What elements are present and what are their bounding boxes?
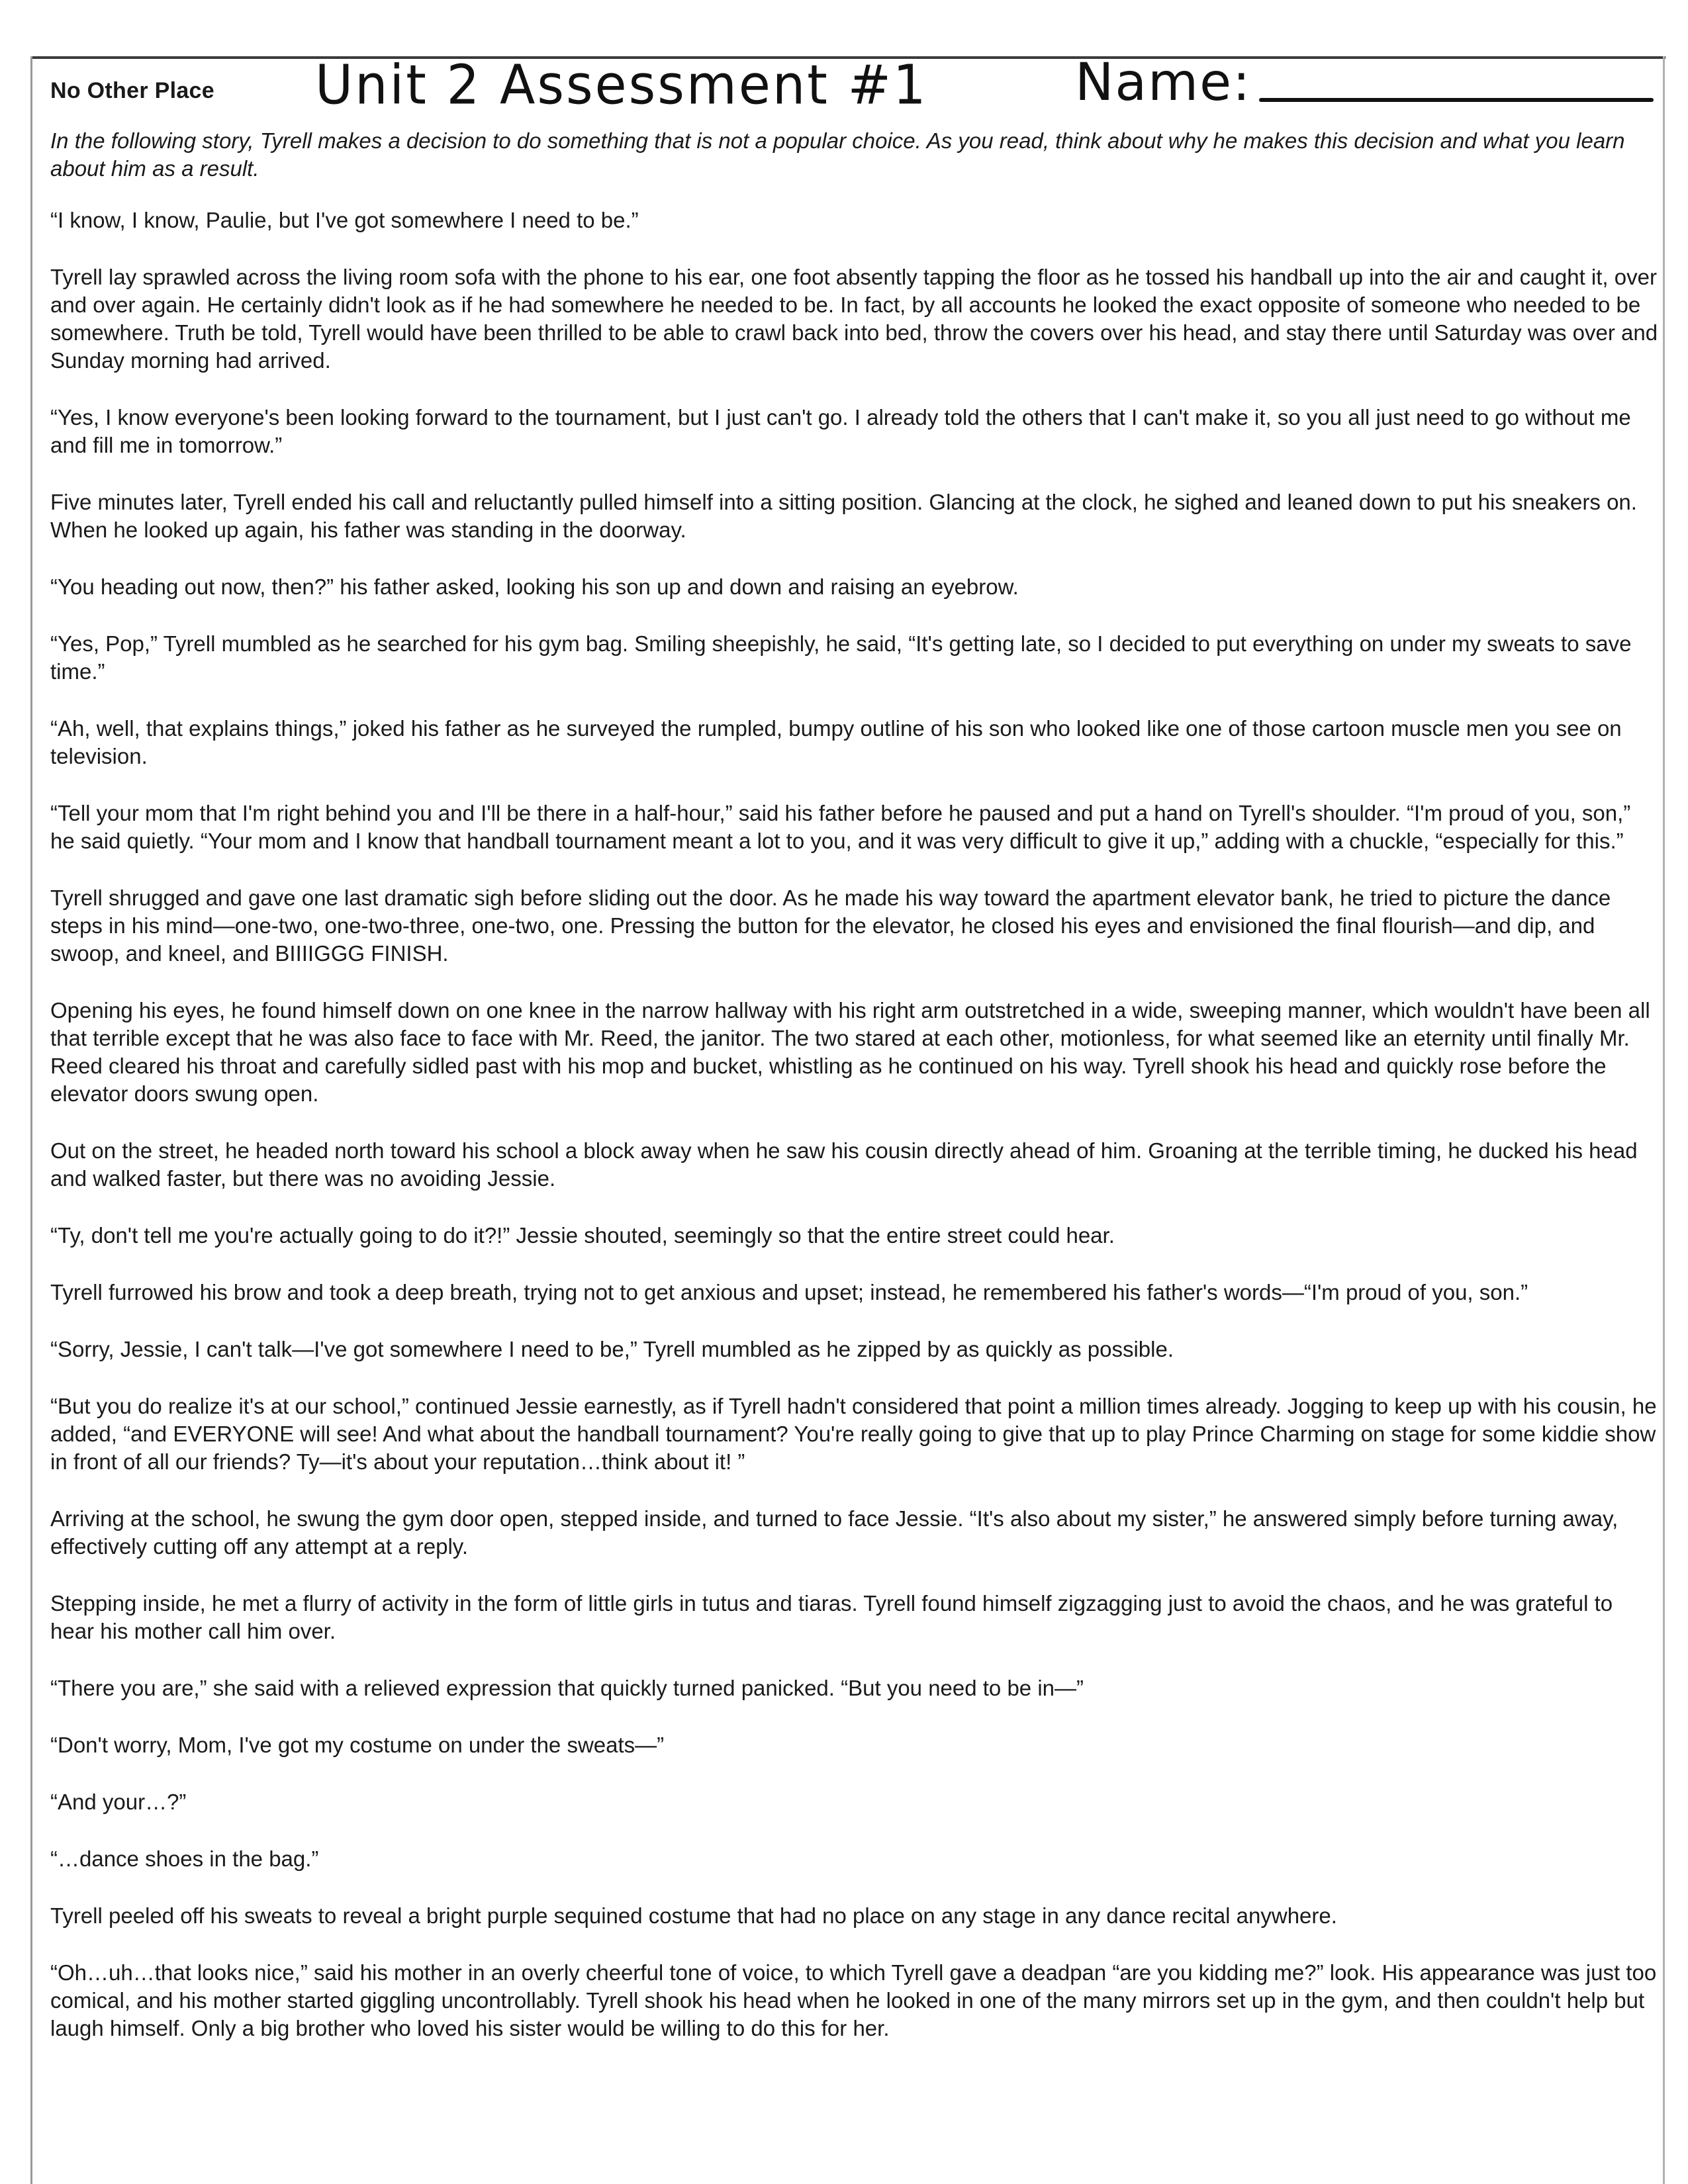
story-paragraph: “But you do realize it's at our school,” continued Jessie earnestly, as if Tyrell hadn't considered that point a million times already. Jogging to keep up with his cousin, he added, “and EVERYONE will see! And what about the handball tournament? You're really going to give that up to play Prince Charming on stage for some kiddie show in front of all our friends? Ty—it's about your reputation…think about it! ”	[50, 1394, 1657, 1474]
story-paragraph: “And your…?”	[50, 1790, 187, 1814]
story-paragraph: “Oh…uh…that looks nice,” said his mother in an overly cheerful tone of voice, to which Tyrell gave a deadpan “are you kidding me?” look. His appearance was just too comical, and his mother started giggling uncontrollably. Tyrell shook his head when he looked in one of the many mirrors set up in the gym, and then couldn't help but laugh himself. Only a big brother who loved his sister would be willing to do this for her.	[50, 1960, 1657, 2040]
story-paragraph: “Don't worry, Mom, I've got my costume on under the sweats—”	[50, 1733, 665, 1757]
story-title: No Other Place	[50, 78, 214, 103]
story-paragraph: Out on the street, he headed north toward his school a block away when he saw his cousin directly ahead of him. Groaning at the terrible timing, he ducked his head and walked faster, but there was no avoiding Jessie.	[50, 1138, 1638, 1191]
story-paragraph: “Yes, I know everyone's been looking forward to the tournament, but I just can't go. I already told the others that I can't make it, so you all just need to go without me and fill me in tomorrow.”	[50, 405, 1631, 457]
story-paragraph: Opening his eyes, he found himself down on one knee in the narrow hallway with his right arm outstretched in a wide, sweeping manner, which wouldn't have been all that terrible except that he was also face to face with Mr. Reed, the janitor. The two stared at each other, motionless, for what seemed like an eternity until finally Mr. Reed cleared his throat and carefully sidled past with his mop and bucket, whistling as he continued on his way. Tyrell shook his head and quickly rose before the elevator doors swung open.	[50, 998, 1650, 1106]
story-paragraph: Arriving at the school, he swung the gym door open, stepped inside, and turned to face Jessie. “It's also about my sister,” he answered simply before turning away, effectively cutting off any attempt at a reply.	[50, 1506, 1618, 1559]
story-paragraph: “Ty, don't tell me you're actually going to do it?!” Jessie shouted, seemingly so that the entire street could hear.	[50, 1223, 1115, 1248]
story-paragraph: “There you are,” she said with a relieved expression that quickly turned panicked. “But you need to be in—”	[50, 1676, 1084, 1700]
story-paragraph: “You heading out now, then?” his father asked, looking his son up and down and raising an eyebrow.	[50, 574, 1019, 599]
story-paragraph: Tyrell shrugged and gave one last dramatic sigh before sliding out the door. As he made his way toward the apartment elevator bank, he tried to picture the dance steps in his mind—one-two, one-two-three, one-two, one. Pressing the button for the elevator, he closed his eyes and envisioned the final flourish—and dip, and swoop, and kneel, and BIIIIGGG FINISH.	[50, 886, 1611, 966]
name-blank-line	[1259, 98, 1654, 102]
intro-instructions: In the following story, Tyrell makes a decision to do something that is not a popular choice. As you read, think about why he makes this decision and what you learn about him as a result.	[50, 128, 1625, 181]
story-paragraph: Tyrell lay sprawled across the living room sofa with the phone to his ear, one foot absently tapping the floor as he tossed his handball up into the air and caught it, over and over again. He certainly didn't look as if he had somewhere he needed to be. In fact, by all accounts he looked the exact opposite of someone who needed to be somewhere. Truth be told, Tyrell would have been thrilled to be able to crawl back into bed, throw the covers over his head, and stay there until Saturday was over and Sunday morning had arrived.	[50, 265, 1658, 373]
left-border-line	[30, 56, 32, 2184]
story-paragraph: “I know, I know, Paulie, but I've got somewhere I need to be.”	[50, 208, 639, 232]
story-paragraph: Five minutes later, Tyrell ended his call and reluctantly pulled himself into a sitting position. Glancing at the clock, he sighed and leaned down to put his sneakers on. When he looked up again, his father was standing in the doorway.	[50, 490, 1637, 542]
right-border-line	[1663, 56, 1665, 2184]
story-paragraph: “Yes, Pop,” Tyrell mumbled as he searched for his gym bag. Smiling sheepishly, he said, “It's getting late, so I decided to put everything on under my sweats to save time.”	[50, 631, 1632, 684]
story-paragraph: Stepping inside, he met a flurry of activity in the form of little girls in tutus and tiaras. Tyrell found himself zigzagging just to avoid the chaos, and he was grateful to hear his mother call him over.	[50, 1591, 1613, 1643]
story-paragraph: “Ah, well, that explains things,” joked his father as he surveyed the rumpled, bumpy outline of his son who looked like one of those cartoon muscle men you see on television.	[50, 716, 1622, 768]
story-paragraph: “…dance shoes in the bag.”	[50, 1846, 319, 1871]
story-paragraph: “Tell your mom that I'm right behind you and I'll be there in a half-hour,” said his father before he paused and put a hand on Tyrell's shoulder. “I'm proud of you, son,” he said quietly. “Your mom and I know that handball tournament meant a lot to you, and it was very difficult to give it up,” adding with a chuckle, “especially for this.”	[50, 801, 1631, 853]
story-paragraph: Tyrell furrowed his brow and took a deep breath, trying not to get anxious and upset; instead, he remembered his father's words—“I'm proud of you, son.”	[50, 1280, 1528, 1304]
handwritten-assessment-title: Unit 2 Assessment #1	[315, 54, 928, 117]
page-header	[50, 53, 1659, 128]
handwritten-name-label: Name:	[1075, 53, 1252, 113]
story-paragraph: “Sorry, Jessie, I can't talk—I've got somewhere I need to be,” Tyrell mumbled as he zipped by as quickly as possible.	[50, 1337, 1174, 1361]
story-paragraph: Tyrell peeled off his sweats to reveal a bright purple sequined costume that had no place on any stage in any dance recital anywhere.	[50, 1903, 1337, 1928]
story-body	[50, 127, 1659, 2071]
